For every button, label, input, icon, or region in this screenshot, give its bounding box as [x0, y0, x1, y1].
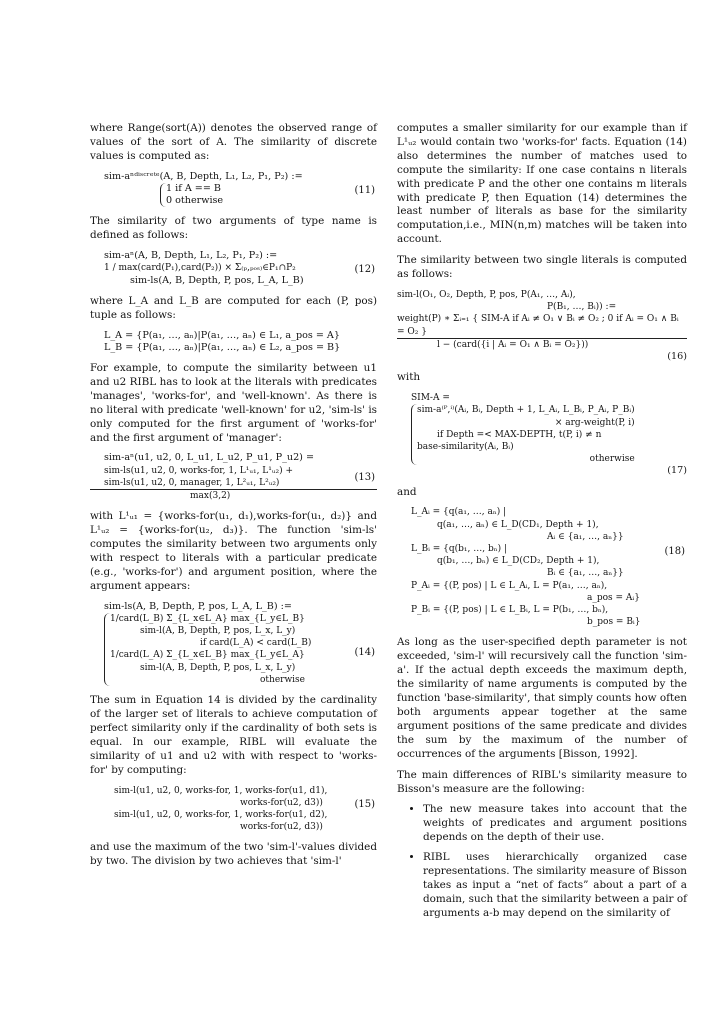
paragraph: computes a smaller similarity for our example than if L¹ᵤ₂ would contain two 'works-for' facts. Equation (14) also determines the number of matches used to compute the similarity: If one case contains n literals with predicate P and the other one contains m literals with predicate P, then Equation (14) determines the least number of literals as base for the similarity computation,i.e., MIN(n,m) matches will be taken into account. [397, 122, 687, 246]
equation-13 [90, 452, 377, 502]
paragraph: As long as the user-specified depth parameter is not exceeded, 'sim-l' will recursively call the function 'sim-a'. If the actual depth exceeds the maximum depth, the similarity of name arguments is computed by the function 'base-similarity', that simply counts how often both arguments appear together at the same argument positions of the same predicate and divides the sum by the maximum of the number of occurrences of the arguments [Bisson, 1992]. [397, 636, 687, 760]
equation-line: L_B = {P(a₁, …, aₙ)|P(a₁, …, aₙ) ∈ L₂, a_pos = B} [104, 341, 341, 353]
paragraph: and use the maximum of the two 'sim-l'-values divided by two. The division by two achieves that 'sim-l' [90, 841, 377, 868]
equation-line: otherwise [589, 454, 635, 465]
equation-line: sim-aⁿ(u1, u2, 0, L_u1, L_u2, P_u1, P_u2) = [104, 452, 315, 464]
equation-line: L_A = {P(a₁, …, aₙ)|P(a₁, …, aₙ) ∈ L₁, a_pos = A} [104, 329, 340, 341]
equation-line: max(3,2) [190, 491, 231, 502]
equation-line: 1/card(L_A) Σ_{L_x∈L_B} max_{L_y∈L_A} [110, 650, 305, 661]
equation-number: (16) [667, 350, 687, 362]
equation-line: P_Aᵢ = {(P, pos) | L ∈ L_Aᵢ, L = P(a₁, …, aₙ), [411, 580, 608, 591]
equation-line: sim-ls(A, B, Depth, P, pos, L_A, L_B) [130, 274, 304, 286]
paragraph: with L¹ᵤ₁ = {works-for(u₁, d₁),works-for(u₁, d₂)} and L¹ᵤ₂ = {works-for(u₂, d₃)}. The function 'sim-ls' computes the similarity between two arguments only with respect to literals with a particular predicate (e.g., 'works-for') and argument position, where the argument appears: [90, 510, 377, 592]
equation-17 [397, 392, 687, 477]
equation-line: a_pos = Aᵢ} [587, 592, 640, 603]
equation-line: if card(L_A) < card(L_B) [200, 638, 312, 649]
paragraph: For example, to compute the similarity between u1 and u2 RIBL has to look at the literals with predicates 'manages', 'works-for', and 'well-known'. As there is no literal with predicate 'well-known' for u2, 'sim-ls' is only computed for the first argument of 'works-for' and the first argument of 'manager': [90, 361, 377, 444]
equation-line: works-for(u2, d3)) [240, 822, 323, 833]
paragraph: and [397, 485, 417, 498]
paragraph: The sum in Equation 14 is divided by the cardinality of the larger set of literals to achieve computation of perfect similarity only if the cardinality of both sets is equal. In our example, RIBL will evaluate the similarity of u1 and u2 with with respect to 'works-for' by computing: [90, 694, 377, 776]
equation-number: (18) [664, 546, 685, 558]
equation-line: sim-l(u1, u2, 0, works-for, 1, works-for(u1, d2), [114, 809, 328, 820]
equation-line: 0 otherwise [166, 195, 224, 207]
equation-12 [90, 250, 377, 287]
definition-block [90, 330, 377, 354]
equation-line: sim-a⁽ᴾ,ⁱ⁾(Aᵢ, Bᵢ, Depth + 1, L_Aᵢ, L_Bᵢ, P_Aᵢ, P_Bᵢ) [417, 405, 635, 416]
equation-number: (13) [354, 472, 375, 484]
equation-line: P(B₁, …, Bᵢ)) := [547, 302, 617, 313]
equation-line: works-for(u2, d3)) [240, 797, 323, 808]
equation-line: sim-l(u1, u2, 0, works-for, 1, works-for(u1, d1), [114, 785, 328, 796]
paragraph: The main differences of RIBL's similarity measure to Bisson's measure are the following: [397, 768, 687, 795]
equation-number: (17) [667, 465, 687, 477]
equation-line: Bᵢ ∈ {a₁, …, aₙ}} [547, 568, 624, 579]
list-item: • RIBL uses hierarchically organized case representations. The similarity measure of Bisson takes as input a “net of facts” about a part of a domain, such that the similarity between a pair of arguments a-b may depend on the similarity of [423, 851, 687, 921]
equation-line: sim-aⁿ(A, B, Depth, L₁, L₂, P₁, P₂) := [104, 250, 278, 262]
equation-line: weight(P) ∗ Σᵢ₌₁ { SIM-A if Aᵢ ≠ O₁ ∨ Bᵢ ≠ O₂ ; 0 if Aᵢ = O₁ ∧ Bᵢ = O₂ } [397, 313, 687, 338]
equation-line: 1 / max(card(P₁),card(P₂)) × Σ₍ₚ,ₚₒₛ₎∈P₁∩P₂ [104, 263, 296, 274]
equation-number: (12) [354, 264, 375, 276]
equation-line: if Depth =< MAX-DEPTH, t(P, i) ≠ n [437, 429, 602, 440]
equation-line: 1 if A == B [166, 182, 221, 194]
paragraph: with [397, 371, 421, 384]
paragraph: where Range(sort(A)) denotes the observed range of values of the sort of A. The similarity of discrete values is computed as: [90, 122, 377, 162]
equation-line: sim-ls(u1, u2, 0, manager, 1, L²ᵤ₁, L²ᵤ₂) [90, 477, 377, 490]
paragraph: The similarity between two single literals is computed as follows: [397, 254, 687, 281]
equation-line: base-similarity(Aᵢ, Bᵢ) [417, 441, 514, 452]
list-item: • The new measure takes into account that the weights of predicates and argument positions depends on the depth of their use. [423, 803, 687, 845]
equation-number: (11) [354, 184, 375, 196]
paragraph: where L_A and L_B are computed for each (P, pos) tuple as follows: [90, 294, 377, 321]
paragraph: The similarity of two arguments of type name is defined as follows: [90, 215, 377, 242]
equation-number: (14) [354, 646, 375, 658]
equation-line: b_pos = Bᵢ} [587, 617, 641, 628]
equation-line: P_Bᵢ = {(P, pos) | L ∈ L_Bᵢ, L = P(b₁, …, bₙ), [411, 605, 609, 616]
equation-line: L_Aᵢ = {q(a₁, …, aₙ) | [411, 507, 507, 518]
equation-line: sim-ls(u1, u2, 0, works-for, 1, L¹ᵤ₁, L¹ᵤ₂) + [104, 465, 293, 476]
equation-line: sim-aⁿᵈⁱˢᶜʳᵉᵗᵉ(A, B, Depth, L₁, L₂, P₁, P₂) := [104, 170, 303, 182]
equation-line: sim-l(A, B, Depth, P, pos, L_x, L_y) [140, 662, 296, 673]
equation-line: L_Bᵢ = {q(b₁, …, bₙ) | [411, 544, 508, 555]
equation-line: q(b₁, …, bₙ) ∈ L_D(CD₂, Depth + 1), [437, 556, 600, 567]
equation-line: sim-l(O₁, O₂, Depth, P, pos, P(A₁, …, Aᵢ), [397, 289, 576, 300]
equation-line: q(a₁, …, aₙ) ∈ L_D(CD₁, Depth + 1), [437, 519, 599, 530]
equation-line: SIM-A = [411, 393, 450, 404]
equation-14 [90, 601, 377, 686]
equation-line: 1/card(L_B) Σ_{L_x∈L_A} max_{L_y∈L_B} [110, 613, 305, 624]
equation-line: l − (card({i | Aᵢ = O₁ ∧ Bᵢ = O₂})) [437, 339, 589, 350]
differences-list [397, 803, 687, 920]
equation-line: Aᵢ ∈ {a₁, …, aₙ}} [547, 531, 624, 542]
equation-11 [90, 171, 377, 208]
equation-line: otherwise [260, 674, 305, 685]
equation-15 [90, 785, 377, 834]
right-column [397, 122, 687, 927]
equation-line: sim-ls(A, B, Depth, P, pos, L_A, L_B) := [104, 600, 292, 612]
equation-18 [397, 506, 687, 628]
equation-line: sim-l(A, B, Depth, P, pos, L_x, L_y) [140, 626, 296, 637]
left-column [90, 122, 377, 876]
equation-16 [397, 289, 687, 363]
equation-number: (15) [354, 798, 375, 810]
equation-line: × arg-weight(P, i) [554, 417, 635, 428]
